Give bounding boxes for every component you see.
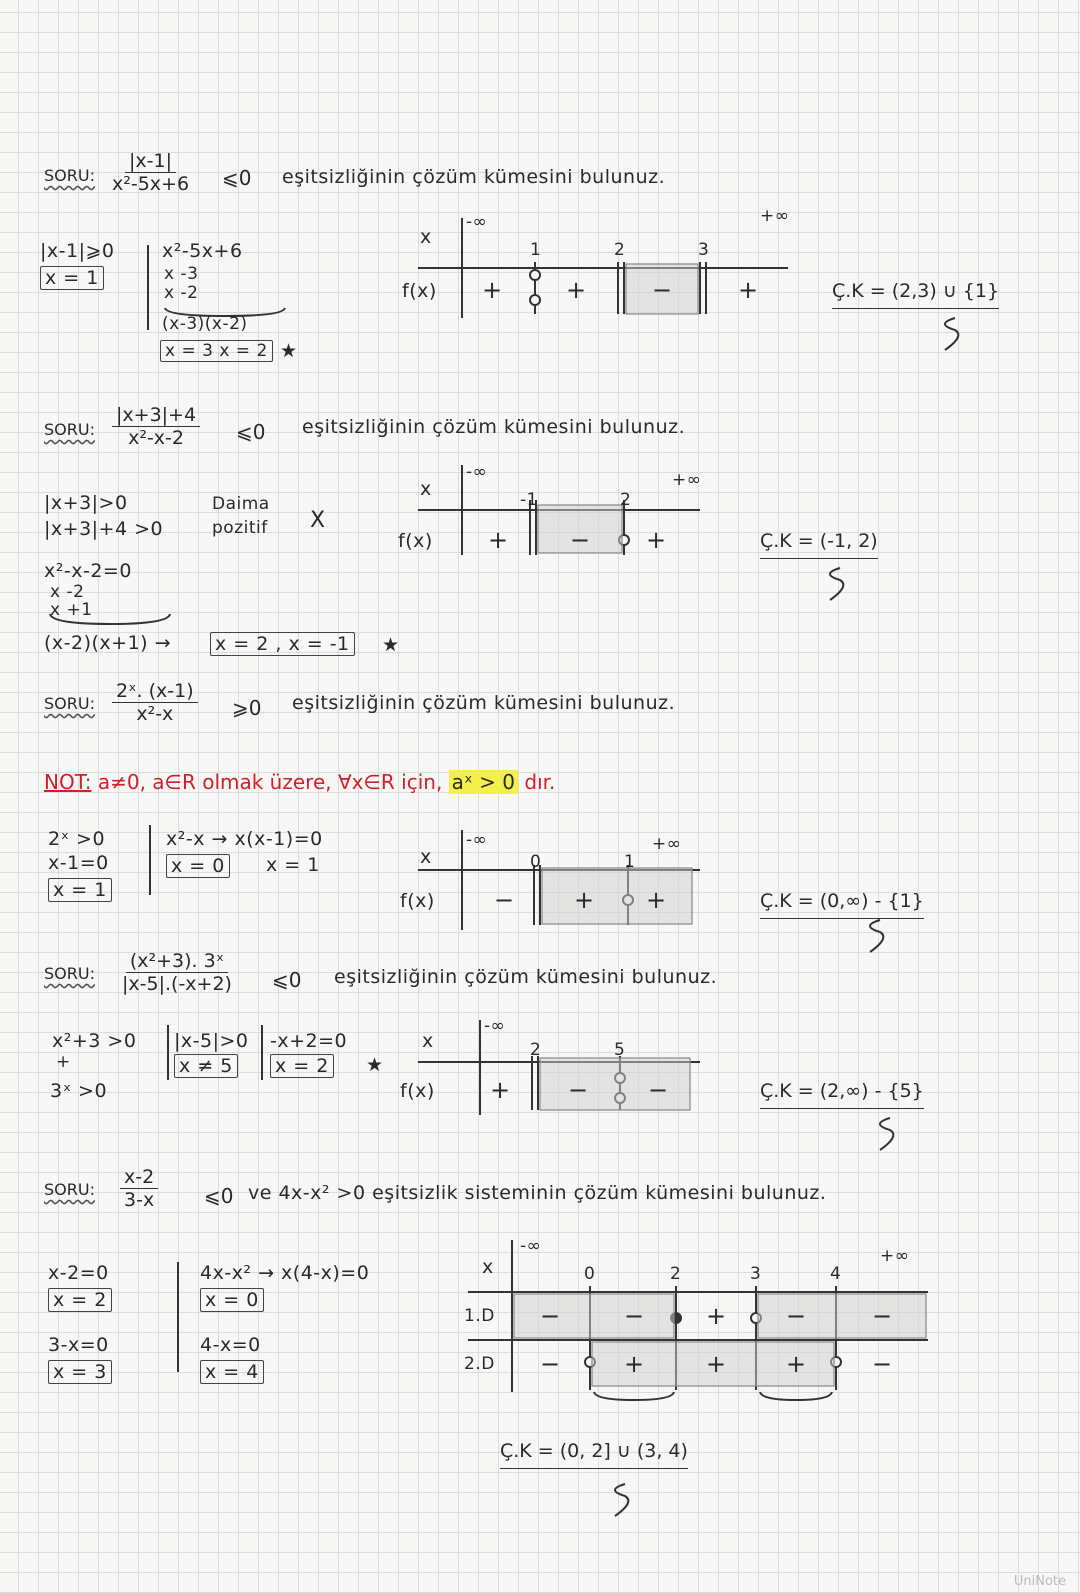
cross-mark: X (310, 508, 326, 533)
table-2-point-1: -1 (520, 490, 538, 510)
table-3-point-2: 1 (624, 852, 636, 872)
work-5-a: x-2=0 (48, 1262, 109, 1284)
table-4-sign-3: − (648, 1076, 669, 1104)
table-5-r1-sign-3: + (706, 1302, 727, 1330)
work-1-g: x = 3 x = 2 (160, 340, 273, 362)
question-text-4: eşitsizliğinin çözüm kümesini bulunuz. (334, 966, 718, 988)
denominator-2: x²-x-2 (128, 427, 184, 449)
note-line (44, 770, 555, 794)
soru-label-1: SORU: (44, 166, 95, 185)
work-5-e: 4x-x² → x(4-x)=0 (200, 1262, 370, 1284)
question-text-2: eşitsizliğinin çözüm kümesini bulunuz. (302, 416, 686, 438)
denominator-4: |x-5|.(-x+2) (122, 973, 232, 995)
table-4-neg-inf: -∞ (484, 1016, 506, 1036)
table-4-point-2: 5 (614, 1040, 626, 1060)
table-3-sign-1: − (494, 886, 515, 914)
numerator-1: |x-1| (125, 150, 176, 173)
work-5-h: x = 4 (200, 1360, 264, 1384)
table-4-sign-1: + (490, 1076, 511, 1104)
table-4-sign-2: − (568, 1076, 589, 1104)
table-5-r1-sign-5: − (872, 1302, 893, 1330)
work-4-a: x²+3 >0 (52, 1030, 137, 1052)
table-1-pos-inf: +∞ (760, 206, 790, 226)
work-4-c: 3ˣ >0 (50, 1080, 108, 1102)
work-2-g: x +1 (50, 600, 93, 620)
table-5-neg-inf: -∞ (520, 1236, 542, 1256)
table-4-point-1: 2 (530, 1040, 542, 1060)
star-icon: ★ (366, 1054, 384, 1076)
work-5-c: 3-x=0 (48, 1334, 109, 1356)
table-3-var: x (420, 846, 432, 868)
table-2-point-2: 2 (620, 490, 632, 510)
table-1-sign-1: + (482, 276, 503, 304)
soru-label-5: SORU: (44, 1180, 95, 1199)
table-5-point-4: 4 (830, 1264, 842, 1284)
numerator-3: 2ˣ. (x-1) (112, 680, 198, 703)
watermark: UniNote (1013, 1574, 1066, 1589)
table-3-row: f(x) (400, 890, 435, 912)
note-highlight: aˣ > 0 (449, 770, 518, 794)
fraction-3 (112, 680, 198, 725)
table-5-r1-sign-4: − (786, 1302, 807, 1330)
fraction-1 (108, 150, 193, 195)
star-icon: ★ (280, 340, 298, 362)
work-3-e: x = 0 (166, 854, 230, 878)
denominator-3: x²-x (136, 703, 174, 725)
table-5-point-3: 3 (750, 1264, 762, 1284)
relation-4: ⩽0 (272, 968, 302, 992)
table-3-neg-inf: -∞ (466, 830, 488, 850)
work-4-e: x ≠ 5 (174, 1054, 238, 1078)
relation-2: ⩽0 (236, 420, 266, 444)
soru-label-4: SORU: (44, 964, 95, 983)
result-2: Ç.K = (-1, 2) (760, 530, 878, 559)
work-3-c: x = 1 (48, 878, 112, 902)
result-1: Ç.K = (2,3) ∪ {1} (832, 280, 999, 309)
table-2-var: x (420, 478, 432, 500)
table-1-point-1: 1 (530, 240, 542, 260)
fraction-4 (118, 950, 236, 995)
numerator-2: |x+3|+4 (112, 404, 200, 427)
table-1-var: x (420, 226, 432, 248)
note-key: NOT: (44, 770, 92, 794)
table-2-row: f(x) (398, 530, 433, 552)
result-4: Ç.K = (2,∞) - {5} (760, 1080, 924, 1109)
result-3: Ç.K = (0,∞) - {1} (760, 890, 924, 919)
work-3-b: x-1=0 (48, 852, 109, 874)
table-3-sign-2: + (574, 886, 595, 914)
question-text-5: ve 4x-x² >0 eşitsizlik sisteminin çözüm kümesini bulunuz. (248, 1182, 827, 1204)
work-1-b: x = 1 (40, 266, 104, 290)
work-1-e: x -2 (164, 283, 199, 303)
note-tail: dır. (524, 770, 556, 794)
numerator-5: x-2 (120, 1166, 158, 1189)
table-2-neg-inf: -∞ (466, 462, 488, 482)
table-1-sign-2: + (566, 276, 587, 304)
work-1-f: (x-3)(x-2) (162, 314, 248, 334)
note-body: a≠0, a∈R olmak üzere, ∀x∈R için, (97, 770, 443, 794)
table-1-sign-4: + (738, 276, 759, 304)
work-3-d: x²-x → x(x-1)=0 (166, 828, 323, 850)
work-5-b: x = 2 (48, 1288, 112, 1312)
soru-label-2: SORU: (44, 420, 95, 439)
work-2-i: x = 2 , x = -1 (210, 632, 355, 656)
denominator-5: 3-x (124, 1189, 155, 1211)
table-1-sign-3: − (652, 276, 673, 304)
table-1-neg-inf: -∞ (466, 212, 488, 232)
table-5-row-2: 2.D (464, 1354, 495, 1374)
table-5-r1-sign-1: − (540, 1302, 561, 1330)
star-icon: ★ (382, 634, 400, 656)
work-4-b: + (56, 1052, 71, 1072)
result-5: Ç.K = (0, 2] ∪ (3, 4) (500, 1440, 688, 1469)
work-4-g: x = 2 (270, 1054, 334, 1078)
table-2-sign-1: + (488, 526, 509, 554)
table-3-sign-3: + (646, 886, 667, 914)
table-5-row-1: 1.D (464, 1306, 495, 1326)
numerator-4: (x²+3). 3ˣ (126, 950, 228, 973)
table-3-point-1: 0 (530, 852, 542, 872)
table-5-r2-sign-4: + (786, 1350, 807, 1378)
fraction-5 (120, 1166, 158, 1211)
work-3-a: 2ˣ >0 (48, 828, 106, 850)
work-1-a: |x-1|⩾0 (40, 240, 115, 262)
work-2-f: x -2 (50, 582, 85, 602)
table-5-r2-sign-3: + (706, 1350, 727, 1378)
work-5-d: x = 3 (48, 1360, 112, 1384)
work-5-g: 4-x=0 (200, 1334, 261, 1356)
denominator-1: x²-5x+6 (112, 173, 190, 195)
work-2-b: |x+3|+4 >0 (44, 518, 164, 540)
table-5-r2-sign-5: − (872, 1350, 893, 1378)
table-5-r2-sign-1: − (540, 1350, 561, 1378)
question-text-1: eşitsizliğinin çözüm kümesini bulunuz. (282, 166, 666, 188)
table-5-r1-sign-2: − (624, 1302, 645, 1330)
work-3-f: x = 1 (266, 854, 320, 876)
table-4-row: f(x) (400, 1080, 435, 1102)
work-1-d: x -3 (164, 264, 199, 284)
table-5-point-1: 0 (584, 1264, 596, 1284)
table-3-pos-inf: +∞ (652, 834, 682, 854)
work-2-c: Daima (212, 494, 270, 514)
relation-5: ⩽0 (204, 1184, 234, 1208)
work-2-a: |x+3|>0 (44, 492, 128, 514)
relation-1: ⩽0 (222, 166, 252, 190)
table-5-var: x (482, 1256, 494, 1278)
table-1-point-2: 2 (614, 240, 626, 260)
relation-3: ⩾0 (232, 696, 262, 720)
work-1-c: x²-5x+6 (162, 240, 243, 262)
table-1-row: f(x) (402, 280, 437, 302)
table-5-r2-sign-2: + (624, 1350, 645, 1378)
work-2-d: pozitif (212, 518, 268, 538)
table-2-pos-inf: +∞ (672, 470, 702, 490)
soru-label-3: SORU: (44, 694, 95, 713)
table-5-pos-inf: +∞ (880, 1246, 910, 1266)
work-5-f: x = 0 (200, 1288, 264, 1312)
table-5-point-2: 2 (670, 1264, 682, 1284)
work-2-h: (x-2)(x+1) → (44, 632, 172, 654)
table-1-point-3: 3 (698, 240, 710, 260)
fraction-2 (112, 404, 200, 449)
table-4-var: x (422, 1030, 434, 1052)
table-2-sign-2: − (570, 526, 591, 554)
work-4-f: -x+2=0 (270, 1030, 348, 1052)
table-2-sign-3: + (646, 526, 667, 554)
work-2-e: x²-x-2=0 (44, 560, 132, 582)
question-text-3: eşitsizliğinin çözüm kümesini bulunuz. (292, 692, 676, 714)
work-4-d: |x-5|>0 (174, 1030, 249, 1052)
